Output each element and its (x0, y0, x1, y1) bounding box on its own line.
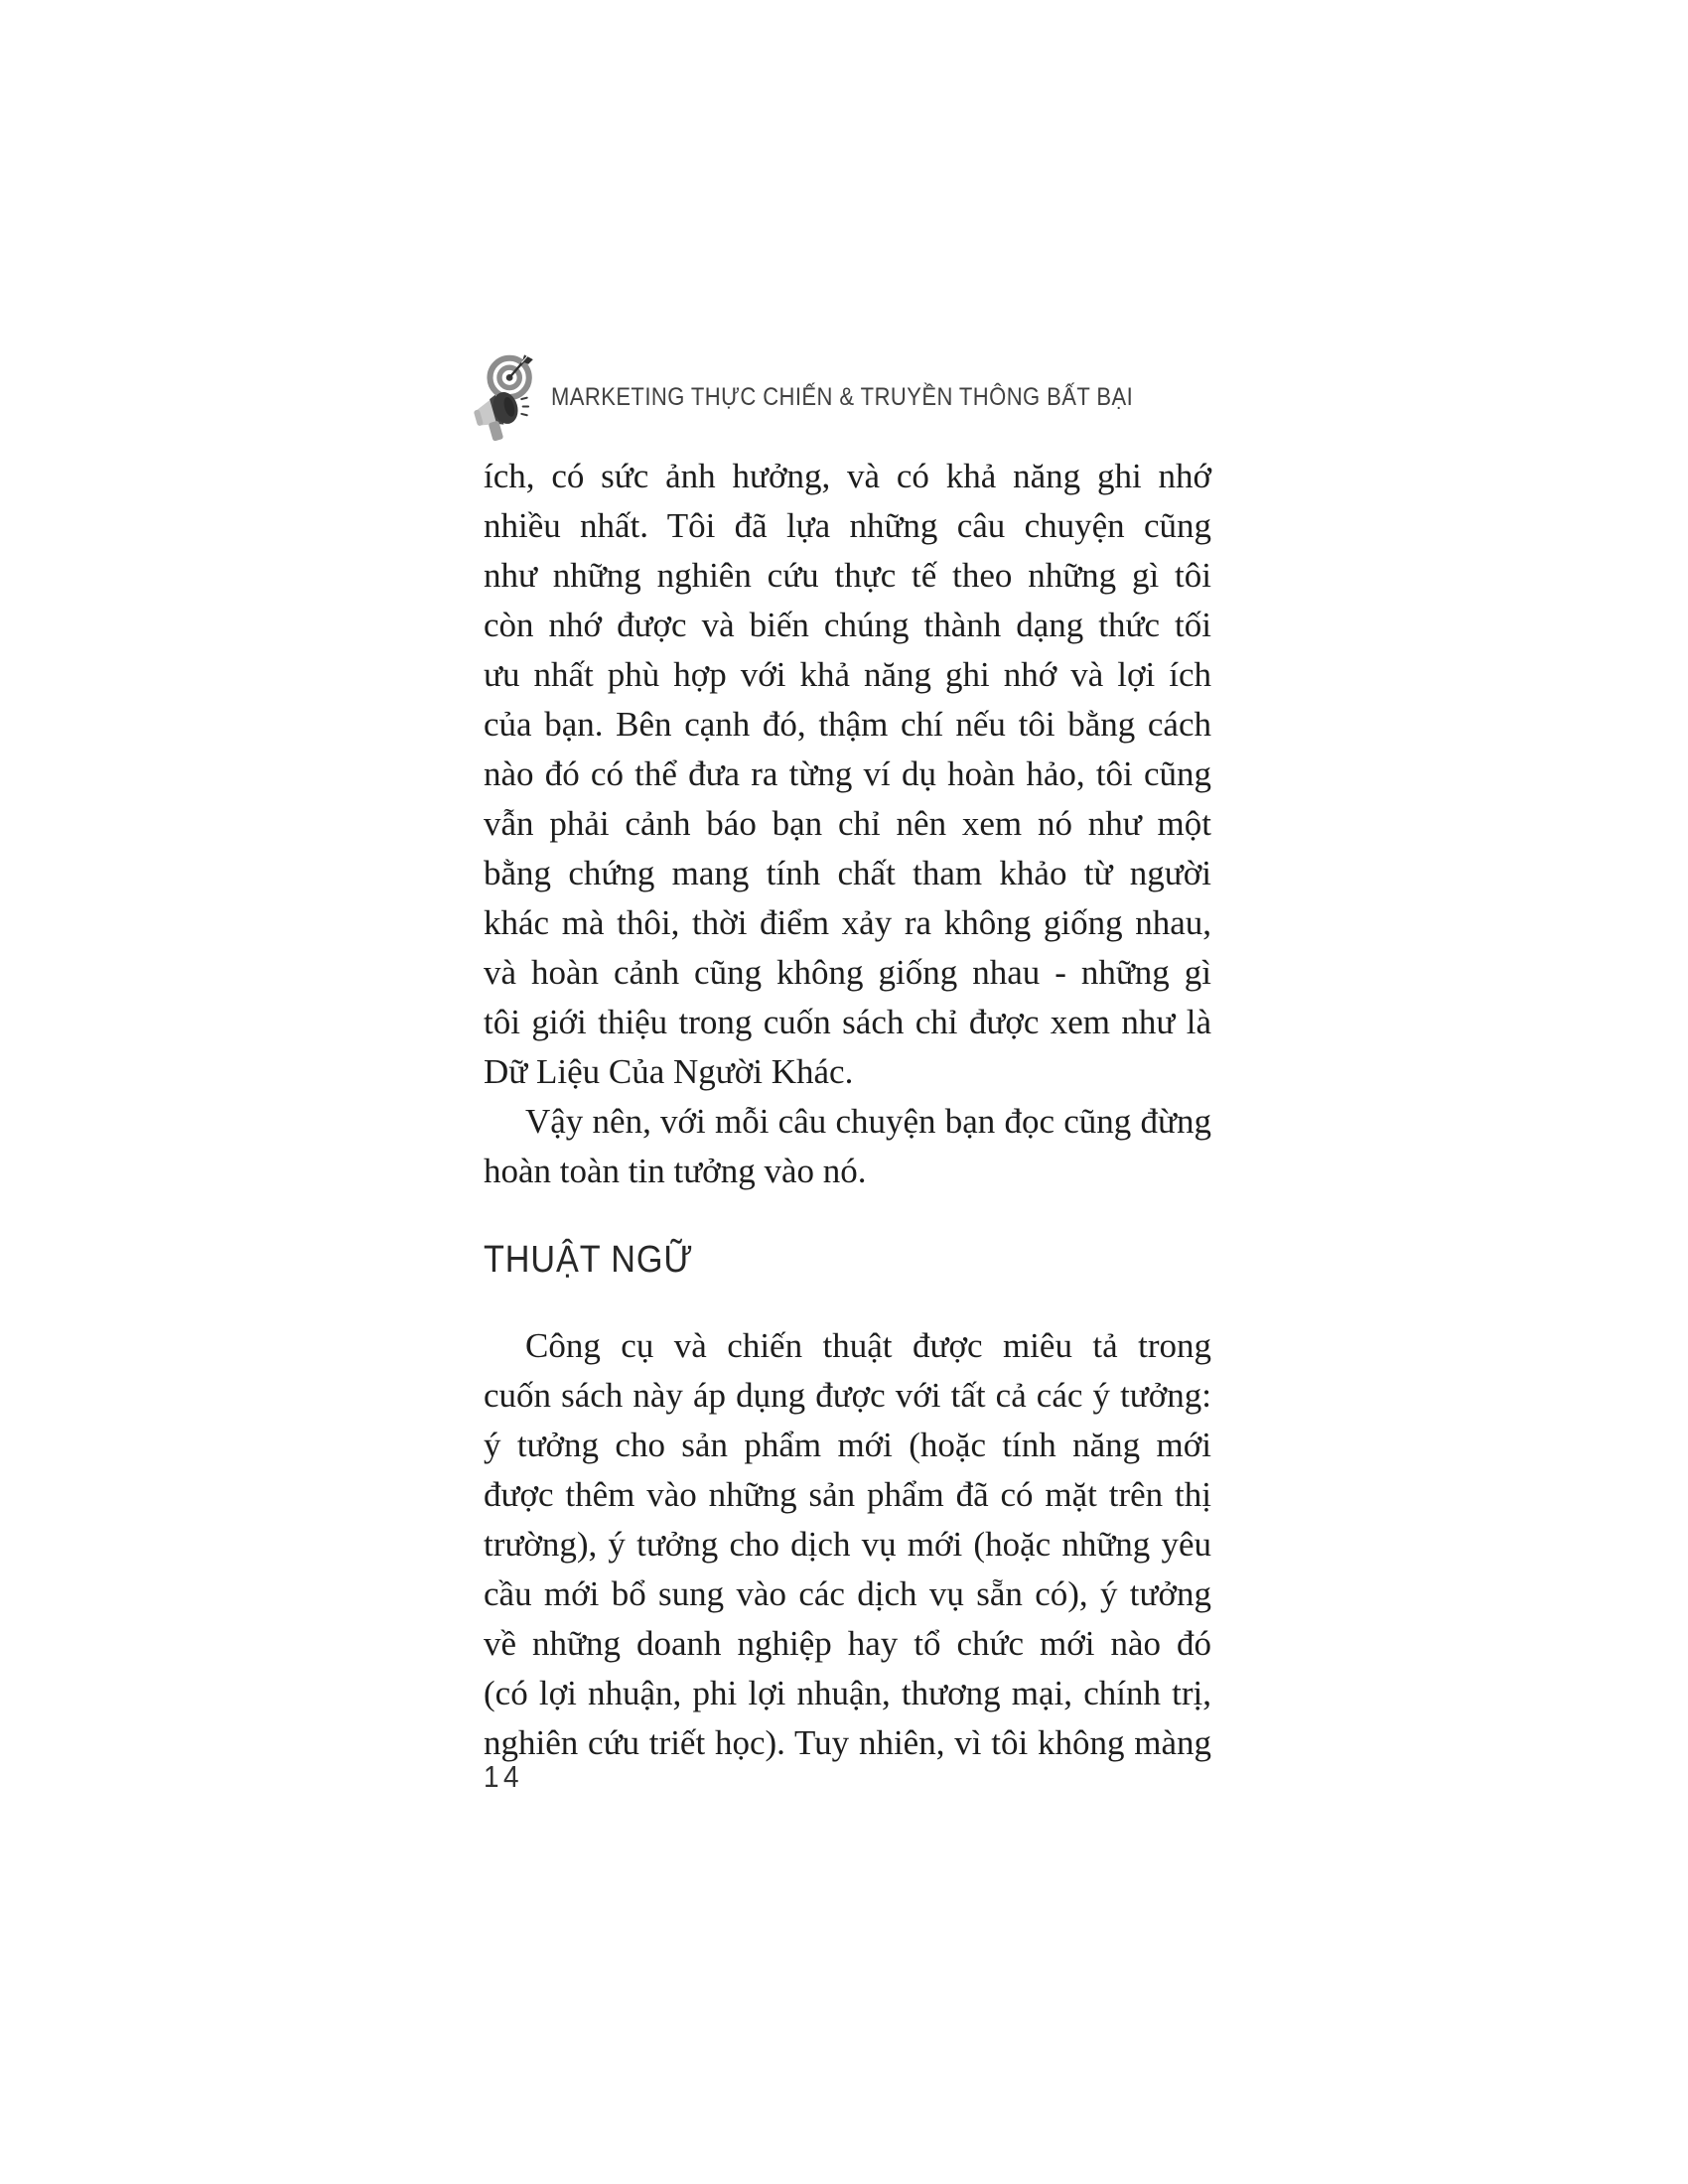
body-paragraph-2 (484, 1097, 1211, 1196)
text-line: còn nhớ được và biến chúng thành dạng thức tối (484, 606, 1211, 644)
body-paragraph-3 (484, 1321, 1211, 1768)
running-header-title: MARKETING THỰC CHIẾN & TRUYỀN THÔNG BẤT BẠI (551, 382, 1134, 411)
text-line: nhiều nhất. Tôi đã lựa những câu chuyện cũng (484, 506, 1211, 545)
page-number: 14 (484, 1759, 524, 1794)
target-megaphone-icon (468, 353, 535, 441)
text-line: nào đó có thể đưa ra từng ví dụ hoàn hảo, tôi cũng (484, 754, 1211, 793)
text-line: nghiên cứu triết học). Tuy nhiên, vì tôi không màng (484, 1723, 1211, 1762)
text-line: (có lợi nhuận, phi lợi nhuận, thương mại, chính trị, (484, 1674, 1211, 1712)
text-line: ưu nhất phù hợp với khả năng ghi nhớ và lợi ích (484, 655, 1211, 694)
text-line: ích, có sức ảnh hưởng, và có khả năng ghi nhớ (484, 457, 1211, 495)
text-line: bằng chứng mang tính chất tham khảo từ người (484, 854, 1211, 892)
text-line: ý tưởng cho sản phẩm mới (hoặc tính năng mới (484, 1426, 1211, 1464)
text-line: như những nghiên cứu thực tế theo những gì tôi (484, 556, 1211, 595)
text-line: Công cụ và chiến thuật được miêu tả trong (525, 1326, 1211, 1365)
text-line: vẫn phải cảnh báo bạn chỉ nên xem nó như một (484, 804, 1211, 843)
body-paragraph-1 (484, 452, 1211, 1097)
text-line: khác mà thôi, thời điểm xảy ra không giống nhau, (484, 903, 1211, 942)
text-line: và hoàn cảnh cũng không giống nhau - những gì (484, 953, 1211, 992)
text-line: về những doanh nghiệp hay tổ chức mới nào đó (484, 1624, 1211, 1663)
text-line: cầu mới bổ sung vào các dịch vụ sẵn có), ý tưởng (484, 1574, 1211, 1613)
text-line: cuốn sách này áp dụng được với tất cả các ý tưởng: (484, 1376, 1211, 1415)
text-line: Dữ Liệu Của Người Khác. (484, 1052, 854, 1091)
section-heading: THUẬT NGỮ (484, 1239, 694, 1281)
text-line: trường), ý tưởng cho dịch vụ mới (hoặc những yêu (484, 1525, 1211, 1564)
text-line: của bạn. Bên cạnh đó, thậm chí nếu tôi bằng cách (484, 705, 1211, 744)
text-line: được thêm vào những sản phẩm đã có mặt trên thị (484, 1475, 1211, 1514)
running-header (468, 353, 1212, 441)
text-line: tôi giới thiệu trong cuốn sách chỉ được xem như là (484, 1003, 1211, 1041)
text-line: Vậy nên, với mỗi câu chuyện bạn đọc cũng đừng (525, 1102, 1211, 1141)
text-line: hoàn toàn tin tưởng vào nó. (484, 1152, 867, 1190)
